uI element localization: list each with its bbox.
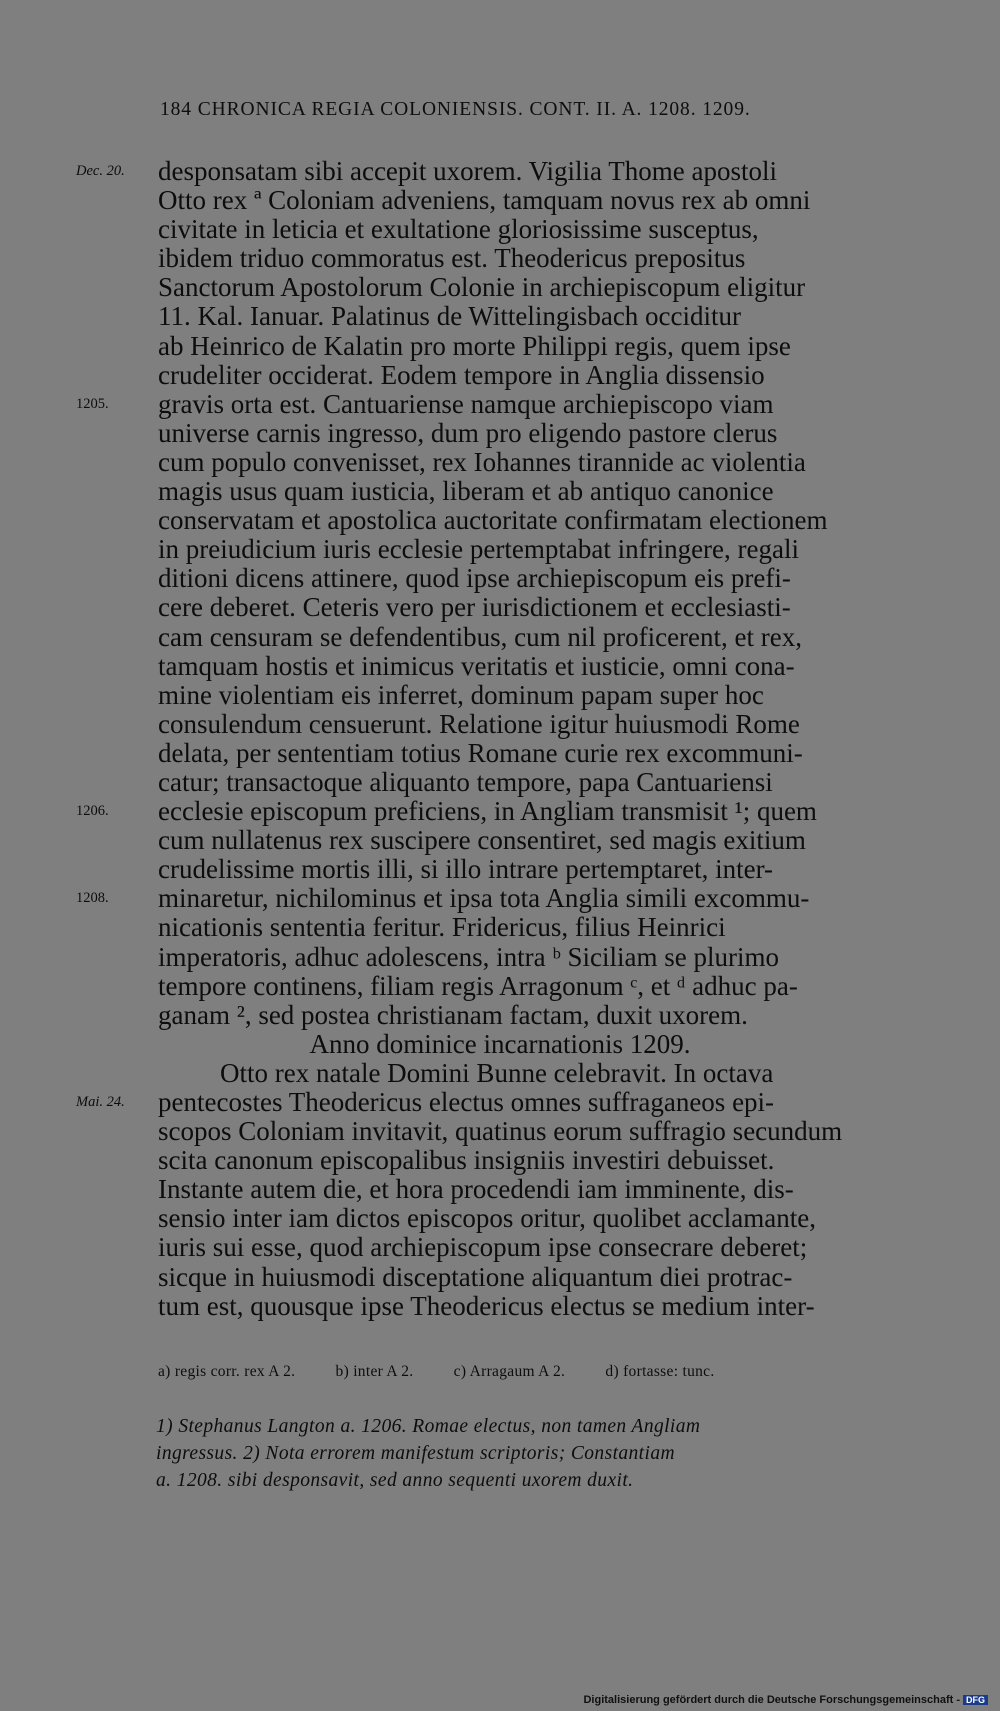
text-line xyxy=(0,273,1000,302)
line-text: tamquam hostis et inimicus veritatis et iusticie, omni cona- xyxy=(158,650,795,681)
margin-date: 1208. xyxy=(76,890,109,907)
text-line xyxy=(0,1001,1000,1030)
text-line xyxy=(0,1292,1000,1321)
text-line xyxy=(0,593,1000,622)
text-line xyxy=(0,826,1000,855)
text-line xyxy=(0,535,1000,564)
line-text: Otto rex natale Domini Bunne celebravit. In octava xyxy=(220,1057,774,1088)
line-text: mine violentiam eis inferret, dominum papam super hoc xyxy=(158,679,764,710)
line-text: ditioni dicens attinere, quod ipse archiepiscopum eis prefi- xyxy=(158,563,791,594)
footnote-line: a. 1208. sibi desponsavit, sed anno sequenti uxorem duxit. xyxy=(156,1470,634,1491)
text-line xyxy=(0,1088,1000,1117)
text-line xyxy=(0,1146,1000,1175)
line-text: ganam ², sed postea christianam factam, duxit uxorem. xyxy=(158,999,748,1030)
line-text: cam censuram se defendentibus, cum nil proficerent, et rex, xyxy=(158,621,802,652)
line-text: imperatoris, adhuc adolescens, intra ᵇ Siciliam se plurimo xyxy=(158,941,779,972)
line-text: scita canonum episcopalibus insigniis investiri debuisset. xyxy=(158,1145,775,1176)
margin-date: Mai. 24. xyxy=(76,1094,125,1110)
text-line xyxy=(0,302,1000,331)
line-text: consulendum censuerunt. Relatione igitur huiusmodi Rome xyxy=(158,708,800,739)
line-text: sicque in huiusmodi disceptatione aliquantum diei protrac- xyxy=(158,1261,793,1292)
footnote-b: b) inter A 2. xyxy=(335,1363,414,1380)
text-line xyxy=(0,855,1000,884)
line-text: sensio inter iam dictos episcopos oritur, quolibet acclamante, xyxy=(158,1203,816,1234)
line-text: Instante autem die, et hora procedendi iam imminente, dis- xyxy=(158,1174,794,1205)
text-line xyxy=(0,710,1000,739)
line-text: desponsatam sibi accepit uxorem. Vigilia Thome apostoli xyxy=(158,156,778,186)
line-text: universe carnis ingresso, dum pro eligendo pastore clerus xyxy=(158,417,778,448)
line-text: delata, per sententiam totius Romane curie rex excommuni- xyxy=(158,737,803,768)
line-text: Otto rex ª Coloniam adveniens, tamquam novus rex ab omni xyxy=(158,185,811,216)
line-text: ibidem triduo commoratus est. Theodericus prepositus xyxy=(158,243,746,274)
text-line xyxy=(0,681,1000,710)
text-line xyxy=(0,419,1000,448)
line-text: Anno dominice incarnationis 1209. xyxy=(309,1028,691,1059)
line-text: tempore continens, filiam regis Arragonum ᶜ, et ᵈ adhuc pa- xyxy=(158,970,798,1001)
line-text: 11. Kal. Ianuar. Palatinus de Wittelingisbach occiditur xyxy=(158,301,742,332)
line-text: civitate in leticia et exultatione gloriosissime susceptus, xyxy=(158,214,759,245)
text-line xyxy=(0,943,1000,972)
text-line xyxy=(0,797,1000,826)
line-text: crudelissime mortis illi, si illo intrare pertemptaret, inter- xyxy=(158,854,774,885)
text-line xyxy=(0,1030,1000,1059)
footnote-a: a) regis corr. rex A 2. xyxy=(158,1363,296,1380)
line-text: cere deberet. Ceteris vero per iurisdictionem et ecclesiasti- xyxy=(158,592,791,623)
line-text: minaretur, nichilominus et ipsa tota Anglia simili excommu- xyxy=(158,883,810,914)
text-line xyxy=(0,972,1000,1001)
line-text: catur; transactoque aliquanto tempore, papa Cantuariensi xyxy=(158,766,773,797)
line-text: gravis orta est. Cantuariense namque archiepiscopo viam xyxy=(158,388,774,419)
line-text: conservatam et apostolica auctoritate confirmatam electionem xyxy=(158,505,828,536)
text-line xyxy=(0,477,1000,506)
text-line xyxy=(0,448,1000,477)
text-line xyxy=(0,1233,1000,1262)
text-line xyxy=(0,564,1000,593)
line-text: cum nullatenus rex suscipere consentiret, sed magis exitium xyxy=(158,825,806,856)
dfg-logo: DFG xyxy=(963,1695,988,1705)
text-line xyxy=(0,1059,1000,1088)
margin-date: 1205. xyxy=(76,395,109,412)
line-text: cum populo convenisset, rex Iohannes tirannide ac violentia xyxy=(158,446,806,477)
text-line xyxy=(0,1117,1000,1146)
line-text: iuris sui esse, quod archiepiscopum ipse consecrare deberet; xyxy=(158,1232,808,1263)
text-line xyxy=(0,361,1000,390)
line-text: crudeliter occiderat. Eodem tempore in Anglia dissensio xyxy=(158,359,765,390)
text-line xyxy=(0,768,1000,797)
margin-date: 1206. xyxy=(76,803,109,820)
text-line xyxy=(0,1204,1000,1233)
text-line xyxy=(0,1263,1000,1292)
text-line xyxy=(0,157,1000,186)
text-line xyxy=(0,1175,1000,1204)
line-text: Sanctorum Apostolorum Colonie in archiepiscopum eligitur xyxy=(158,272,806,303)
credit-text: Digitalisierung gefördert durch die Deutsche Forschungsgemeinschaft - xyxy=(583,1694,960,1706)
line-text: tum est, quousque ipse Theodericus electus se medium inter- xyxy=(158,1290,815,1321)
text-line xyxy=(0,332,1000,361)
footnote-line: 1) Stephanus Langton a. 1206. Romae electus, non tamen Angliam xyxy=(156,1416,701,1437)
text-line xyxy=(0,884,1000,913)
line-text: magis usus quam iusticia, liberam et ab antiquo canonice xyxy=(158,476,774,507)
line-text: scopos Coloniam invitavit, quatinus eorum suffragio secundum xyxy=(158,1116,843,1147)
line-text: pentecostes Theodericus electus omnes suffraganeos epi- xyxy=(158,1087,775,1117)
text-line xyxy=(0,244,1000,273)
line-text: ecclesie episcopum preficiens, in Angliam transmisit ¹; quem xyxy=(158,796,817,827)
footnote-d: d) fortasse: tunc. xyxy=(605,1363,715,1380)
text-line xyxy=(0,186,1000,215)
text-line xyxy=(0,739,1000,768)
text-line xyxy=(0,652,1000,681)
page-header: 184 CHRONICA REGIA COLONIENSIS. CONT. II. A. 1208. 1209. xyxy=(160,99,751,120)
line-text: in preiudicium iuris ecclesie pertemptabat infringere, regali xyxy=(158,534,799,565)
footnote-line: ingressus. 2) Nota errorem manifestum scriptoris; Constantiam xyxy=(156,1443,675,1464)
line-text: nicationis sententia feritur. Fridericus, filius Heinrici xyxy=(158,912,726,943)
margin-date: Dec. 20. xyxy=(76,163,125,179)
text-line xyxy=(0,913,1000,942)
text-line xyxy=(0,623,1000,652)
digitization-credit xyxy=(583,1694,988,1706)
text-line xyxy=(0,215,1000,244)
text-line xyxy=(0,390,1000,419)
critical-apparatus xyxy=(158,1363,938,1381)
line-text: ab Heinrico de Kalatin pro morte Philippi regis, quem ipse xyxy=(158,330,791,361)
footnote-c: c) Arragaum A 2. xyxy=(453,1363,566,1380)
main-text xyxy=(0,157,1000,1321)
explanatory-footnotes xyxy=(156,1413,936,1494)
text-line xyxy=(0,506,1000,535)
